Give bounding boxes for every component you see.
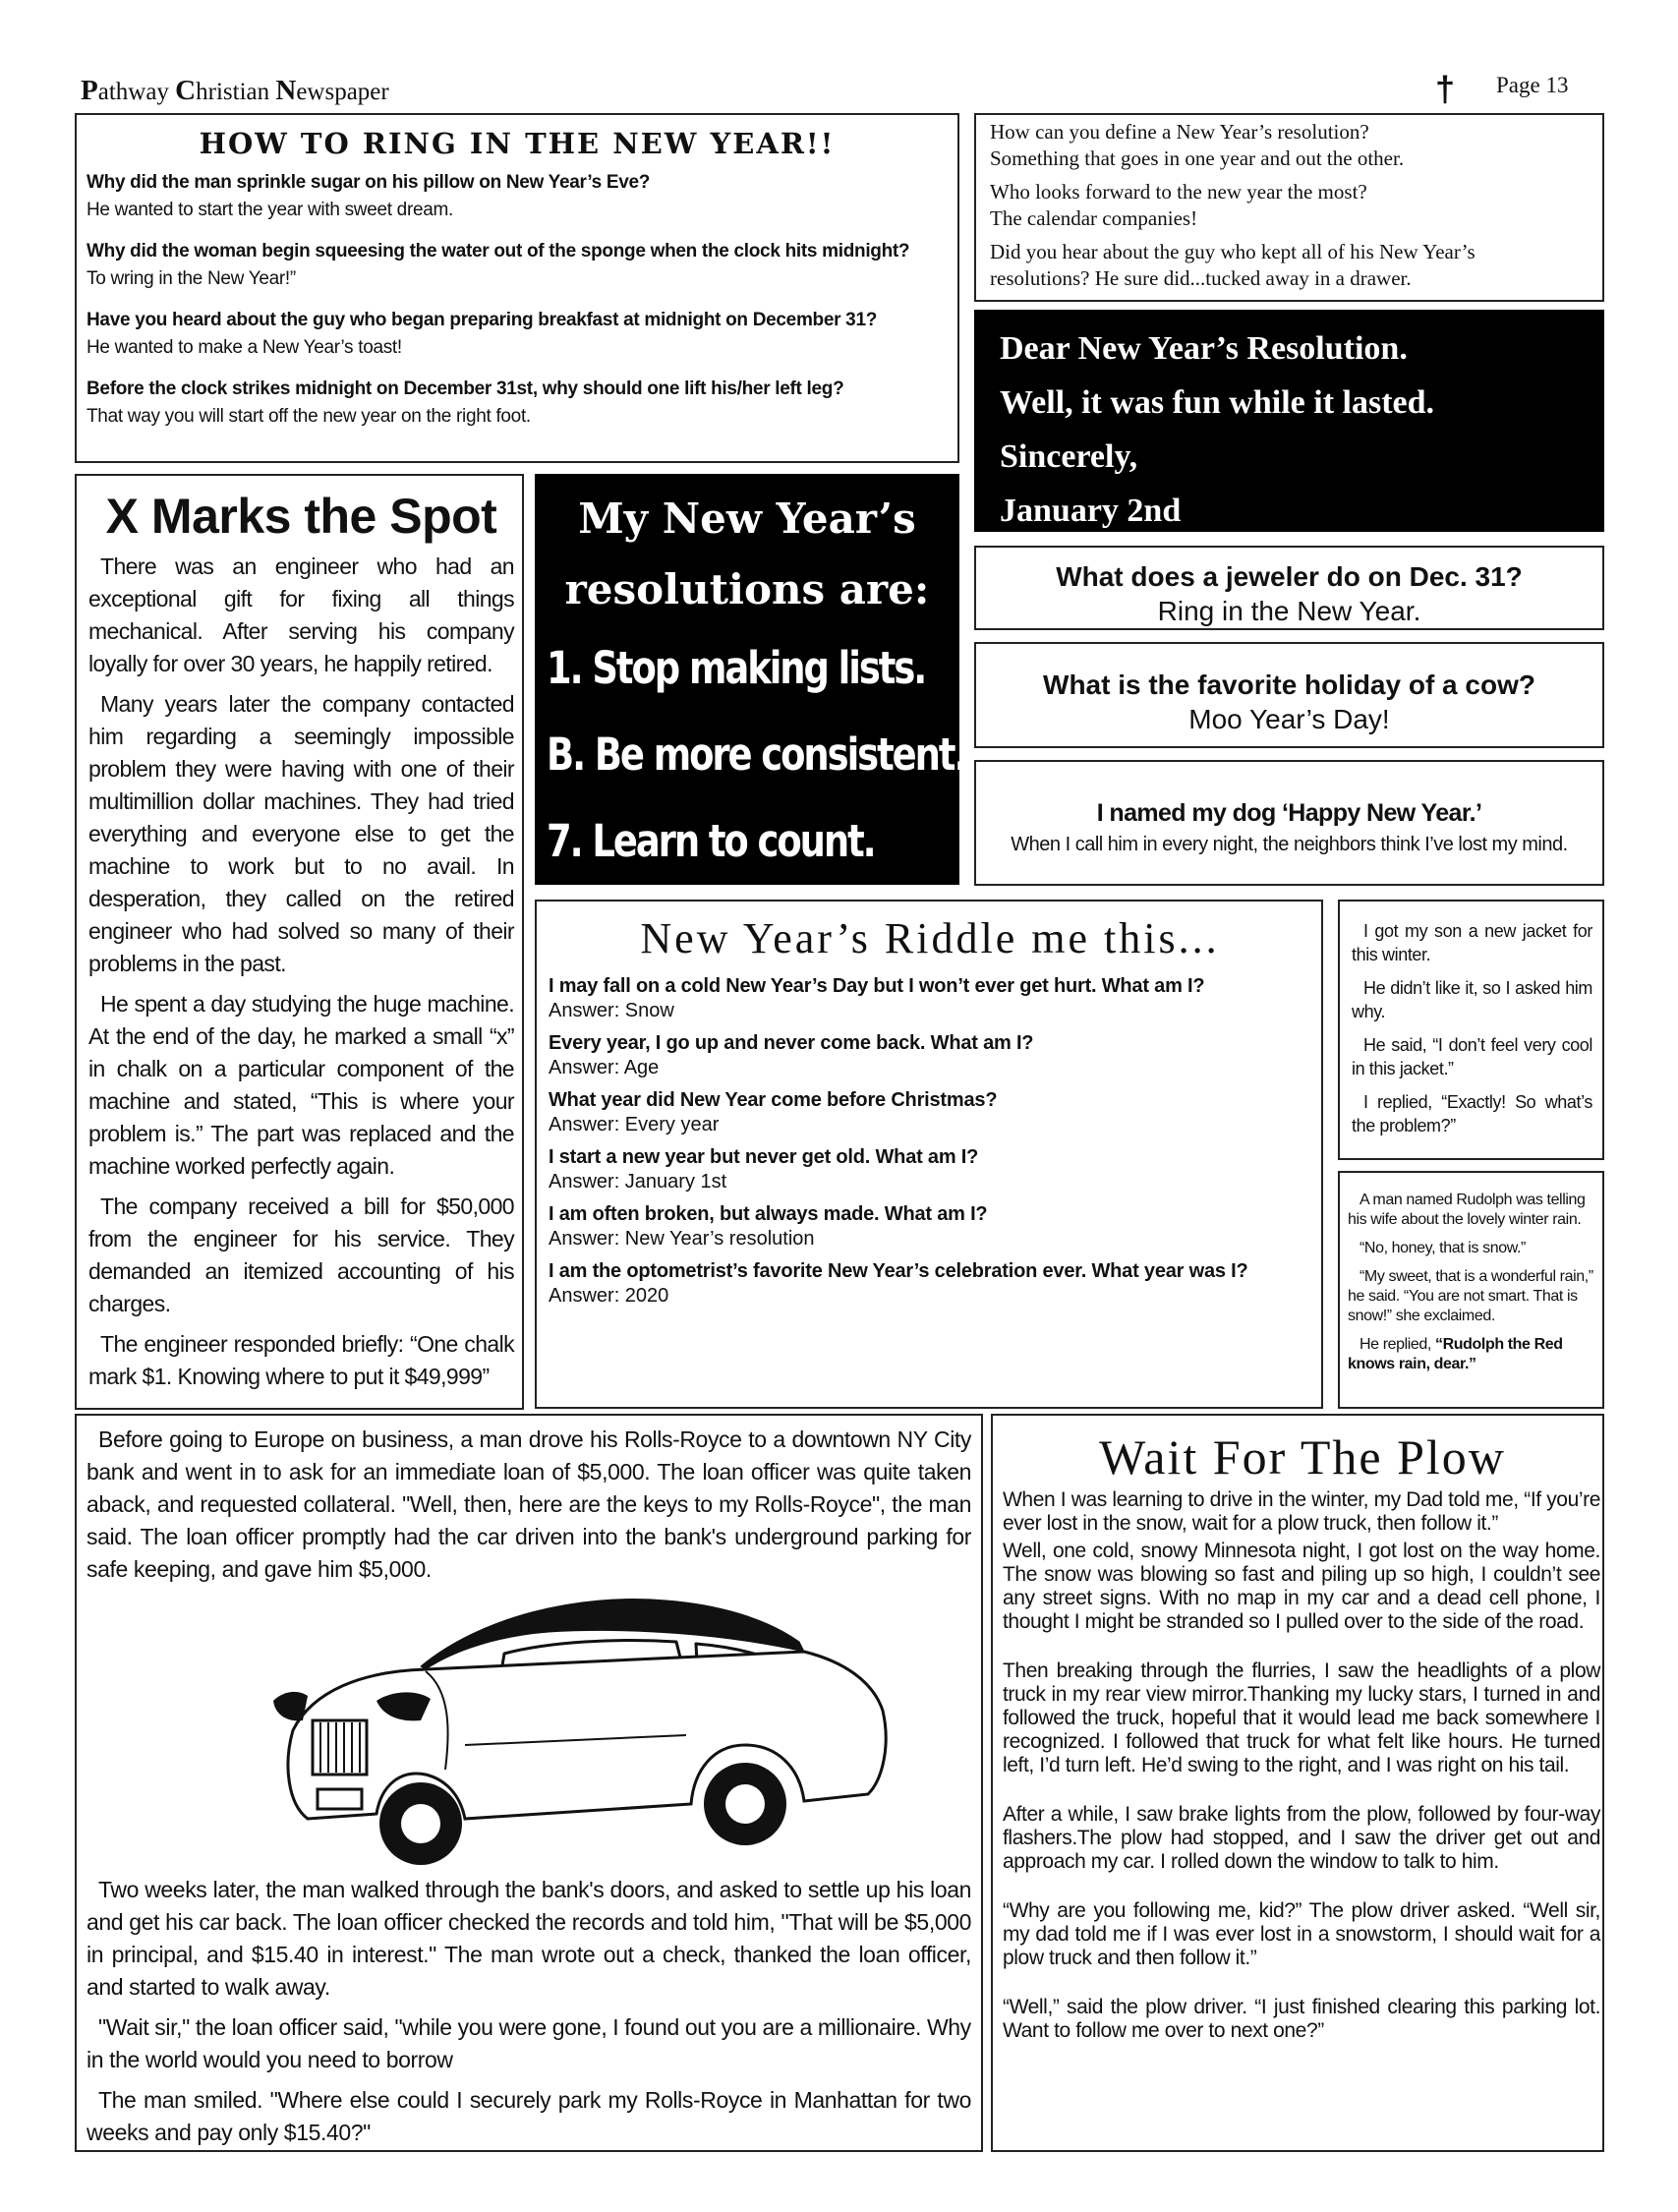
joke-paragraph: A man named Rudolph was telling his wife about the lovely winter rain. bbox=[1348, 1192, 1586, 1228]
article-paragraph: “Why are you following me, kid?” The plow driver asked. “Well sir, my dad told me if I was ever lost in a snowstorm, I should wait for a plow truck and then follow it.” bbox=[1003, 1899, 1600, 1969]
joke-paragraph: “My sweet, that is a wonderful rain,” he said. “You are not smart. That is snow!” she exclaimed. bbox=[1348, 1268, 1593, 1324]
resolutions-title: resolutions are: bbox=[564, 565, 930, 613]
ring-answer: To wring in the New Year!” bbox=[87, 268, 296, 289]
article-paragraph: When I was learning to drive in the winter, my Dad told me, “If you’re ever lost in the snow, wait for a plow truck, then follow it.” bbox=[1003, 1488, 1600, 1535]
page-number: Page 13 bbox=[1496, 73, 1569, 97]
ring-answer: That way you will start off the new year on the right foot. bbox=[87, 406, 531, 427]
joke-question: What is the favorite holiday of a cow? bbox=[1043, 669, 1535, 700]
ring-question: Have you heard about the guy who began preparing breakfast at midnight on December 31? bbox=[87, 310, 878, 330]
article-paragraph: Well, one cold, snowy Minnesota night, I got lost on the way home. The snow was blowing so fast and piling up so high, I couldn’t see any street signs. With no map in my car and a dead cell phone, I thought I might be stranded so I pulled over to the side of the road. bbox=[1003, 1540, 1600, 1633]
dear-line: January 2nd bbox=[1000, 493, 1182, 529]
dog-joke-box bbox=[974, 760, 1604, 886]
x-marks-article bbox=[75, 474, 524, 1410]
joke-answer: Ring in the New Year. bbox=[1157, 596, 1421, 626]
riddle-answer: Answer: Age bbox=[549, 1057, 660, 1078]
joke-paragraph: He didn’t like it, so I asked him why. bbox=[1352, 978, 1592, 1021]
dear-line: Sincerely, bbox=[1000, 438, 1138, 475]
resolutions-title: My New Year’s bbox=[578, 495, 916, 543]
riddle-question: I am the optometrist’s favorite New Year’s celebration ever. What year was I? bbox=[549, 1260, 1248, 1282]
riddle-answer: Answer: Every year bbox=[549, 1114, 720, 1135]
car-illustration bbox=[254, 1573, 922, 1868]
article-paragraph: “Well,” said the plow driver. “I just finished clearing this parking lot. Want to follow me over to next one?” bbox=[1003, 1996, 1600, 2042]
riddle-question: What year did New Year come before Christmas? bbox=[549, 1089, 998, 1111]
joke-paragraph: He said, “I don’t feel very cool in this jacket.” bbox=[1352, 1035, 1592, 1078]
article-title: Wait For The Plow bbox=[1099, 1429, 1506, 1484]
riddle-answer: Answer: Snow bbox=[549, 1000, 674, 1021]
cow-joke-box bbox=[974, 642, 1604, 748]
riddle-answer: Answer: 2020 bbox=[549, 1285, 669, 1307]
joke-answer: When I call him in every night, the neighbors think I’ve lost my mind. bbox=[1011, 834, 1568, 855]
article-title: X Marks the Spot bbox=[105, 489, 497, 544]
article-paragraph: "Wait sir," the loan officer said, "while you were gone, I found out you are a millionaire. Why in the world would you need to borrow bbox=[87, 2014, 971, 2072]
article-paragraph: Two weeks later, the man walked through the bank's doors, and asked to settle up his loan and get his car back. The loan officer checked the records and told him, "That will be $5,000 in principal, and $15.40 in interest." The man wrote out a check, thanked the loan officer, and started to walk away. bbox=[87, 1877, 971, 2000]
ring-question: Why did the man sprinkle sugar on his pillow on New Year’s Eve? bbox=[87, 172, 651, 193]
joke-question: I named my dog ‘Happy New Year.’ bbox=[1096, 799, 1482, 827]
ring-answer: He wanted to make a New Year’s toast! bbox=[87, 337, 402, 358]
article-paragraph: He spent a day studying the huge machine. At the end of the day, he marked a small “x” in chalk on a particular component of the machine and stated, “This is where your problem is.” The part was replaced and the machine worked perfectly again. bbox=[88, 991, 514, 1179]
ring-answer: He wanted to start the year with sweet dream. bbox=[87, 200, 454, 220]
plow-article bbox=[991, 1414, 1604, 2152]
resolution-item: 7. Learn to count. bbox=[547, 815, 875, 867]
article-paragraph: After a while, I saw brake lights from the plow, followed by four-way flashers.The plow had stopped, and I saw the driver get out and approach my car. I rolled down the window to talk to him. bbox=[1003, 1803, 1600, 1873]
joke-question: What does a jeweler do on Dec. 31? bbox=[1056, 561, 1523, 592]
dear-line: Dear New Year’s Resolution. bbox=[1000, 330, 1408, 367]
ring-question: Before the clock strikes midnight on December 31st, why should one lift his/her left leg? bbox=[87, 378, 844, 399]
masthead: Pathway Christian Newspaper bbox=[81, 75, 389, 106]
resolution-item: B. Be more consistent. bbox=[547, 728, 966, 781]
cross-icon: † bbox=[1435, 69, 1456, 109]
riddle-answer: Answer: January 1st bbox=[549, 1171, 727, 1193]
joke-item: Who looks forward to the new year the most? The calendar companies! bbox=[990, 180, 1367, 230]
resolution-item: 1. Stop making lists. bbox=[547, 642, 926, 694]
riddle-answer: Answer: New Year’s resolution bbox=[549, 1228, 815, 1250]
rudolph-joke-box bbox=[1338, 1171, 1604, 1409]
riddle-question: I may fall on a cold New Year’s Day but I won’t ever get hurt. What am I? bbox=[549, 975, 1205, 997]
joke-paragraph: “No, honey, that is snow.” bbox=[1360, 1240, 1526, 1256]
riddle-question: I start a new year but never get old. What am I? bbox=[549, 1146, 979, 1168]
article-paragraph: The engineer responded briefly: “One chalk mark $1. Knowing where to put it $49,999” bbox=[88, 1331, 514, 1389]
article-paragraph: Many years later the company contacted him regarding a seemingly impossible problem they were having with one of their multimillion dollar machines. They had tried everything and everyone else to get the machine to work but to no avail. In desperation, they called on the retired engineer who had solved so many of their problems in the past. bbox=[88, 691, 514, 976]
joke-item: Did you hear about the guy who kept all of his New Year’s resolutions? He sure did...tucked away in a drawer. bbox=[990, 240, 1475, 290]
ring-title: HOW TO RING IN THE NEW YEAR!! bbox=[199, 127, 836, 160]
riddle-title: New Year’s Riddle me this... bbox=[640, 914, 1220, 962]
joke-paragraph: I got my son a new jacket for this winter. bbox=[1352, 921, 1592, 964]
article-paragraph: The man smiled. "Where else could I securely park my Rolls-Royce in Manhattan for two weeks and pay only $15.40?" bbox=[87, 2087, 971, 2145]
riddle-question: I am often broken, but always made. What am I? bbox=[549, 1203, 988, 1225]
joke-item: How can you define a New Year’s resolution? Something that goes in one year and out the other. bbox=[990, 120, 1405, 170]
article-paragraph: Before going to Europe on business, a man drove his Rolls-Royce to a downtown NY City bank and went in to ask for an immediate loan of $5,000. The loan officer was quite taken aback, and requested collateral. "Well, then, here are the keys to my Rolls-Royce", the man said. The loan officer promptly had the car driven into the bank's underground parking for safe keeping, and gave him $5,000. bbox=[87, 1426, 971, 1582]
ring-new-year-box bbox=[75, 113, 959, 463]
riddle-question: Every year, I go up and never come back. What am I? bbox=[549, 1032, 1034, 1054]
article-paragraph: The company received a bill for $50,000 from the engineer for his service. They demanded an itemized accounting of his charges. bbox=[88, 1193, 514, 1316]
article-paragraph: Then breaking through the flurries, I saw the headlights of a plow truck in my rear view mirror.Thanking my lucky stars, I turned in and followed the truck, hopeful that it would lead me back somewhere I recognized. I followed that truck for what felt like hours. He turned left, I’d turn left. He’d swing to the right, and I was right on his tail. bbox=[1003, 1659, 1600, 1776]
ring-question: Why did the woman begin squeesing the water out of the sponge when the clock hits midnight? bbox=[87, 241, 910, 262]
joke-answer: Moo Year’s Day! bbox=[1188, 704, 1390, 734]
rolls-royce-article bbox=[75, 1414, 983, 2152]
article-paragraph: There was an engineer who had an exceptional gift for fixing all things mechanical. After serving his company loyally for over 30 years, he happily retired. bbox=[88, 553, 514, 676]
resolutions-box bbox=[535, 474, 966, 885]
define-resolution-box bbox=[974, 113, 1604, 302]
dear-line: Well, it was fun while it lasted. bbox=[1000, 384, 1435, 421]
joke-punchline: He replied, “Rudolph the Red knows rain, dear.” bbox=[1348, 1336, 1563, 1372]
jacket-joke-box bbox=[1338, 900, 1604, 1160]
jeweler-joke-box bbox=[974, 546, 1604, 630]
dear-resolution-box bbox=[974, 310, 1604, 532]
riddle-box bbox=[535, 900, 1323, 1409]
joke-paragraph: I replied, “Exactly! So what’s the problem?” bbox=[1352, 1092, 1592, 1135]
